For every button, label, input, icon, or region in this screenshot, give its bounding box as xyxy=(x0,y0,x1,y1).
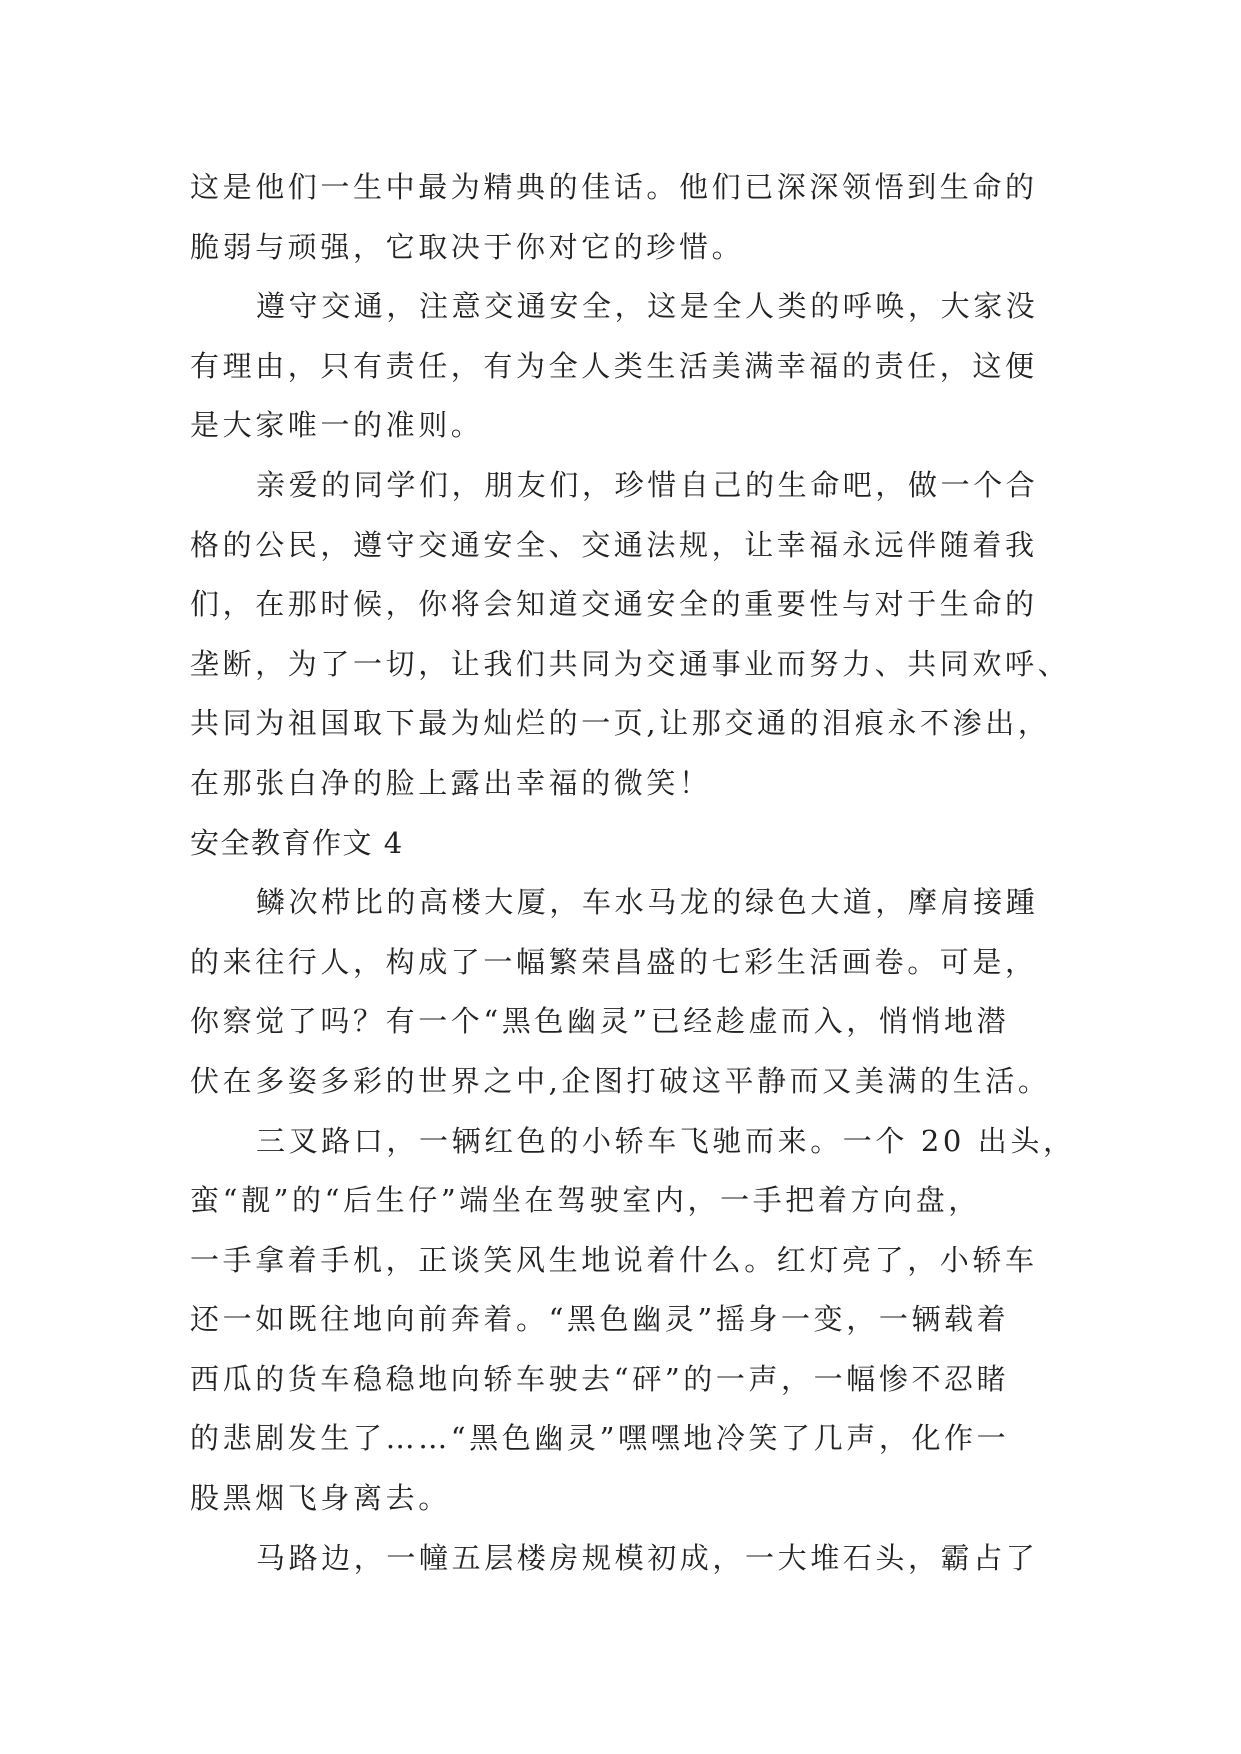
paragraph-line: 是大家唯一的准则。 xyxy=(190,408,484,443)
paragraph-line: 格的公民，遵守交通安全、交通法规，让幸福永远伴随着我 xyxy=(190,527,1038,562)
paragraph-line: 脆弱与顽强，它取决于你对它的珍惜。 xyxy=(190,229,745,264)
paragraph-line: 遵守交通，注意交通安全，这是全人类的呼唤，大家没 xyxy=(256,289,1039,324)
paragraph-line: 马路边，一幢五层楼房规模初成，一大堆石头，霸占了 xyxy=(256,1540,1039,1575)
paragraph-line: 共同为祖国取下最为灿烂的一页,让那交通的泪痕永不渗出， xyxy=(190,706,1051,741)
paragraph-line: 一手拿着手机，正谈笑风生地说着什么。红灯亮了，小轿车 xyxy=(190,1242,1038,1277)
paragraph-line: 你察觉了吗？有一个“黑色幽灵”已经趁虚而入，悄悄地潜 xyxy=(190,1004,1010,1039)
paragraph-line: 的悲剧发生了……“黑色幽灵”嘿嘿地冷笑了几声，化作一 xyxy=(190,1421,1010,1456)
paragraph-line: 在那张白净的脸上露出幸福的微笑！ xyxy=(190,765,712,800)
paragraph-line: 蛮“靓”的“后生仔”端坐在驾驶室内，一手把着方向盘， xyxy=(190,1183,981,1218)
paragraph-line: 的来往行人，构成了一幅繁荣昌盛的七彩生活画卷。可是， xyxy=(190,944,1038,979)
paragraph-line: 垄断，为了一切，让我们共同为交通事业而努力、共同欢呼、 xyxy=(190,646,1071,681)
paragraph-line: 鳞次栉比的高楼大厦，车水马龙的绿色大道，摩肩接踵 xyxy=(256,885,1039,920)
paragraph-line: 亲爱的同学们，朋友们，珍惜自己的生命吧，做一个合 xyxy=(256,467,1039,502)
paragraph-line: 股黑烟飞身离去。 xyxy=(190,1481,451,1516)
section-heading: 安全教育作文 4 xyxy=(190,825,404,860)
document-page xyxy=(190,158,1076,1588)
paragraph-line: 有理由，只有责任，有为全人类生活美满幸福的责任，这便 xyxy=(190,348,1038,383)
paragraph-line: 们，在那时候，你将会知道交通安全的重要性与对于生命的 xyxy=(190,587,1038,622)
paragraph-line: 西瓜的货车稳稳地向轿车驶去“砰”的一声，一幅惨不忍睹 xyxy=(190,1361,1010,1396)
paragraph-line: 这是他们一生中最为精典的佳话。他们已深深领悟到生命的 xyxy=(190,170,1038,204)
paragraph-line: 伏在多姿多彩的世界之中,企图打破这平静而又美满的生活。 xyxy=(190,1063,1051,1098)
paragraph-line: 三叉路口，一辆红色的小轿车飞驰而来。一个 20 出头， xyxy=(256,1123,1076,1158)
paragraph-line: 还一如既往地向前奔着。“黑色幽灵”摇身一变，一辆载着 xyxy=(190,1302,1010,1337)
